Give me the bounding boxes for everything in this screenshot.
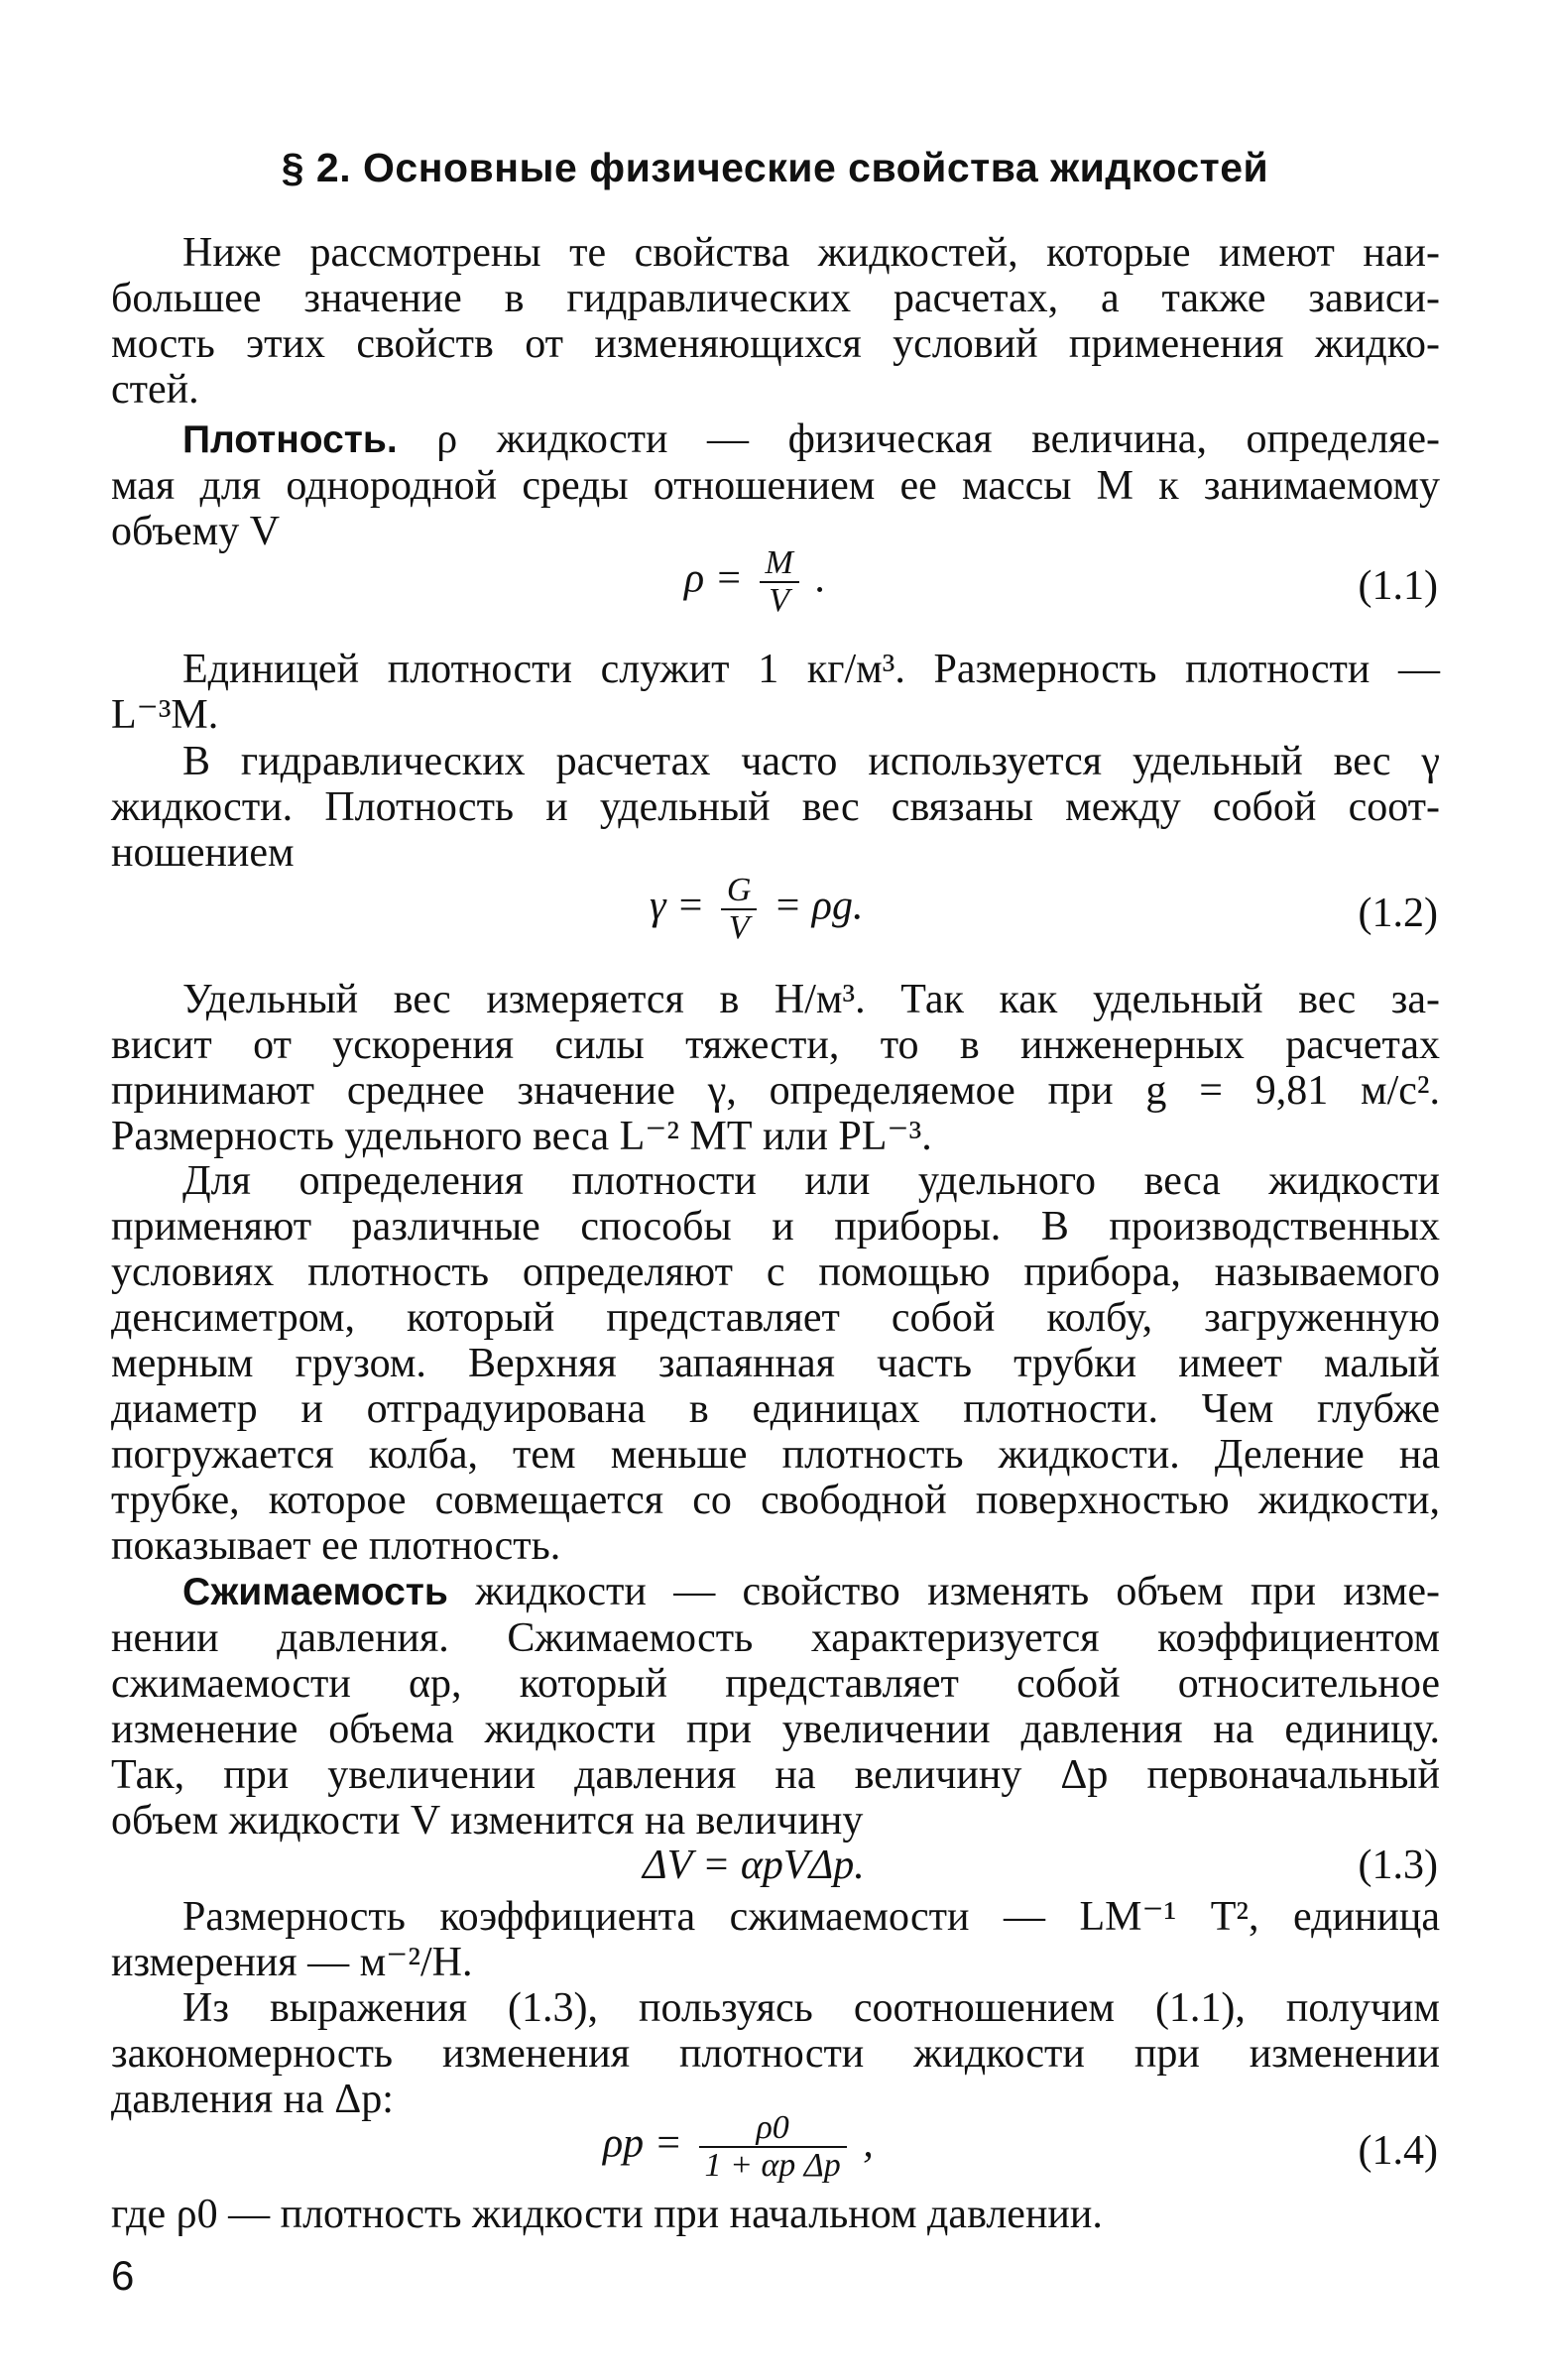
- formula-lhs: γ =: [650, 883, 705, 929]
- text-line: объем жидкости V изменится на величину: [111, 1798, 864, 1844]
- equation-number: (1.4): [1358, 2128, 1438, 2174]
- text-line: объему V: [111, 509, 281, 554]
- text-line: В гидравлических расчетах часто используется удельный вес γ: [182, 739, 1440, 784]
- formula-tail: = ρg.: [773, 883, 864, 929]
- formula-1-4: [0, 2110, 1550, 2200]
- equation-number: (1.1): [1358, 563, 1438, 609]
- text-run: жидкости — свойство изменять объем при изме-: [447, 1569, 1440, 1614]
- text-line: мерным грузом. Верхняя запаянная часть трубки имеет малый: [111, 1341, 1440, 1386]
- paragraph-compressibility-unit: [111, 1894, 1440, 1985]
- text-line: Размерность коэффициента сжимаемости — LM⁻¹ Т², единица: [182, 1894, 1440, 1940]
- text-line: мость этих свойств от изменяющихся условий применения жидко-: [111, 321, 1440, 367]
- fraction: [760, 545, 799, 619]
- text-line: [111, 1569, 1440, 1615]
- formula-expression: [650, 873, 863, 946]
- term-density: Плотность.: [182, 418, 398, 461]
- section-heading: § 2. Основные физические свойства жидкостей: [281, 145, 1269, 190]
- paragraph-intro: [111, 230, 1440, 413]
- formula-expression: [684, 545, 826, 619]
- text-line: стей.: [111, 367, 199, 413]
- text-line: где ρ0 — плотность жидкости при начальном давлении.: [111, 2192, 1103, 2237]
- text-line: ношением: [111, 830, 295, 876]
- text-line: сжимаемости αp, который представляет собой относительное: [111, 1661, 1440, 1707]
- fraction-numerator: M: [765, 544, 793, 581]
- fraction-denominator: V: [760, 581, 799, 619]
- text-line: Так, при увеличении давления на величину Δp первоначальный: [111, 1752, 1440, 1798]
- text-line: принимают среднее значение γ, определяемое при g = 9,81 м/с².: [111, 1068, 1440, 1114]
- equation-number: (1.3): [1358, 1843, 1438, 1888]
- text-line: показывает ее плотность.: [111, 1523, 561, 1569]
- paragraph-density-unit: [111, 647, 1440, 738]
- formula-lhs: ρ =: [684, 555, 744, 602]
- text-line: погружается колба, тем меньше плотность жидкости. Деление на: [111, 1432, 1440, 1478]
- page-number: 6: [111, 2252, 135, 2299]
- text-run: ρ жидкости — физическая величина, определяе-: [397, 416, 1440, 462]
- text-line: трубке, которое совмещается со свободной поверхностью жидкости,: [111, 1478, 1440, 1523]
- text-line: условиях плотность определяют с помощью прибора, называемого: [111, 1250, 1440, 1295]
- text-line: Из выражения (1.3), пользуясь соотношением (1.1), получим: [182, 1985, 1440, 2031]
- formula-tail: ,: [863, 2120, 874, 2167]
- text-line: применяют различные способы и приборы. В производственных: [111, 1204, 1440, 1250]
- text-line: Ниже рассмотрены те свойства жидкостей, которые имеют наи-: [182, 230, 1440, 276]
- fraction: [721, 873, 758, 946]
- paragraph-density: [111, 416, 1440, 554]
- text-line: давления на Δp:: [111, 2077, 394, 2122]
- text-line: жидкости. Плотность и удельный вес связаны между собой соот-: [111, 784, 1440, 830]
- text-line: нении давления. Сжимаемость характеризуется коэффициентом: [111, 1615, 1440, 1661]
- text-line: Единицей плотности служит 1 кг/м³. Размерность плотности —: [182, 647, 1440, 692]
- text-line: большее значение в гидравлических расчетах, а также зависи-: [111, 276, 1440, 321]
- fraction-numerator: G: [726, 872, 752, 908]
- paragraph-specific-weight-unit: [111, 977, 1440, 1159]
- fraction-denominator: 1 + αp Δp: [699, 2146, 847, 2184]
- formula-expression: [603, 2110, 874, 2184]
- fraction-numerator: ρ0: [756, 2109, 789, 2146]
- text-line: изменение объема жидкости при увеличении давления на единицу.: [111, 1707, 1440, 1752]
- text-line: измерения — м⁻²/Н.: [111, 1940, 473, 1985]
- paragraph-densimeter: [111, 1158, 1440, 1569]
- formula-tail: .: [815, 555, 826, 602]
- text-line: Для определения плотности или удельного веса жидкости: [182, 1158, 1440, 1204]
- text-line: Удельный вес измеряется в Н/м³. Так как удельный вес за-: [182, 977, 1440, 1022]
- paragraph-specific-weight: [111, 739, 1440, 876]
- text-line: закономерность изменения плотности жидкости при изменении: [111, 2031, 1440, 2077]
- formula-lhs: ρp =: [603, 2120, 683, 2167]
- paragraph-compressibility: [111, 1569, 1440, 1844]
- term-compressibility: Сжимаемость: [182, 1571, 448, 1613]
- formula-1-1: [0, 545, 1550, 635]
- formula-1-2: [0, 873, 1550, 962]
- text-line: мая для однородной среды отношением ее массы M к занимаемому: [111, 463, 1440, 509]
- paragraph-density-pressure: [111, 1985, 1440, 2122]
- text-line: L⁻³M.: [111, 692, 219, 738]
- paragraph-rho0: [111, 2192, 1440, 2237]
- text-line: диаметр и отградуирована в единицах плотности. Чем глубже: [111, 1386, 1440, 1432]
- text-line: денсиметром, который представляет собой колбу, загруженную: [111, 1295, 1440, 1341]
- text-line: висит от ускорения силы тяжести, то в инженерных расчетах: [111, 1022, 1440, 1068]
- fraction-denominator: V: [721, 908, 758, 946]
- fraction: [699, 2110, 847, 2184]
- text-line: [111, 416, 1440, 463]
- text-line: Размерность удельного веса L⁻² МТ или PL⁻³.: [111, 1114, 932, 1159]
- formula-expression: ΔV = αpVΔp.: [643, 1843, 865, 1888]
- equation-number: (1.2): [1358, 891, 1438, 936]
- formula-1-3: [0, 1843, 1550, 1892]
